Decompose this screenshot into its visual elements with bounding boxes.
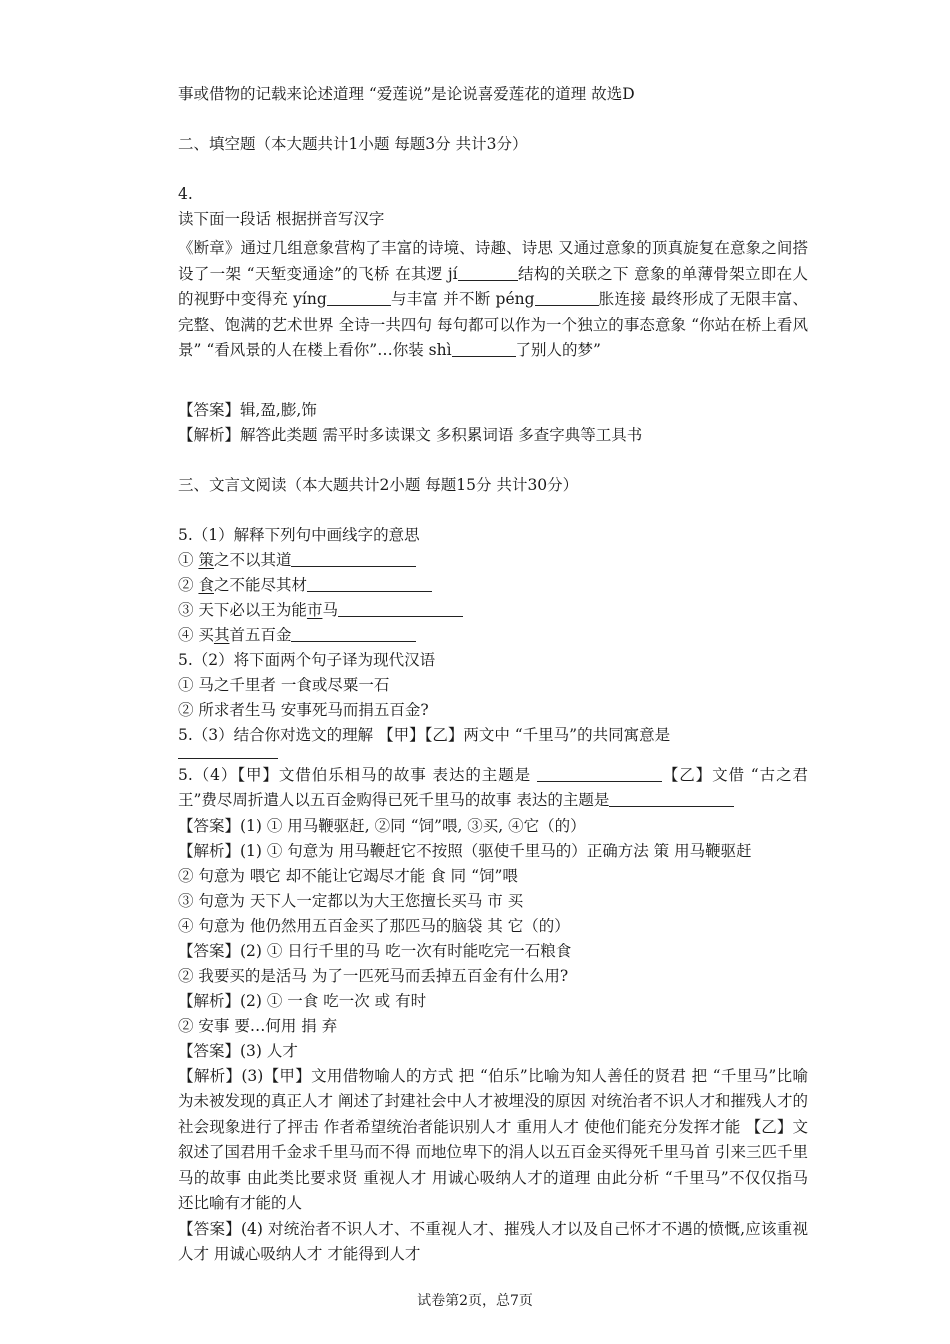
question-5-1-title: 5.（1）解释下列句中画线字的意思 xyxy=(178,525,420,544)
analysis-line: ④ 句意为 他仍然用五百金买了那匹马的脑袋 其 它（的） xyxy=(178,916,570,935)
section3-title: 三、文言文阅读（本大题共计2小题 每题15分 共计30分） xyxy=(178,475,579,494)
question-4-passage: 《断章》通过几组意象营构了丰富的诗境、诗趣、诗思 又通过意象的顶真旋复在意象之间搭设了一架 “天堑变通途”的飞桥 在其逻 jí 结构的关联之下 意象的单薄骨架立即在人的视野中变得充 yíng 与丰富 并不断 péng 胀连接 最终形成了无限丰富、完整、饱满的艺术世界 全诗一共四句 每句都可以作为一个独立的事态意象 “你站在桥上看风景” “看风景的人在楼上看你”…你装 shì 了别人的梦” xyxy=(178,239,808,359)
answer-blank[interactable] xyxy=(452,340,516,357)
intro-line: 事或借物的记载来论述道理 “爱莲说”是论说喜爱莲花的道理 故选D xyxy=(178,85,635,103)
question-5-4: 5.（4）【甲】文借伯乐相马的故事 表达的主题是 【乙】文借 “古之君王”费尽周折遣人以五百金购得已死千里马的故事 表达的主题是 xyxy=(178,765,808,809)
answer-line: 【答案】(3) 人才 xyxy=(178,1041,298,1060)
question-4-instruction: 读下面一段话 根据拼音写汉字 xyxy=(178,210,385,228)
question-5-1-item: ④ 买其首五百金 xyxy=(178,623,808,648)
answer-blank[interactable] xyxy=(338,600,463,617)
answer-blank[interactable] xyxy=(307,575,432,592)
answer-line: 【答案】(1) ① 用马鞭驱赶, ②同 “饲”喂, ③买, ④它（的） xyxy=(178,816,586,835)
question-4-number: 4. xyxy=(178,185,193,203)
section2-title: 二、填空题（本大题共计1小题 每题3分 共计3分） xyxy=(178,135,528,153)
answer-blank[interactable] xyxy=(458,264,518,281)
analysis-line: ② 安事 要…何用 捐 弃 xyxy=(178,1016,338,1035)
analysis-3: 【解析】(3)【甲】文用借物喻人的方式 把 “伯乐”比喻为知人善任的贤君 把 “千里马”比喻为未被发现的真正人才 阐述了封建社会中人才被埋没的原因 对统治者不识人才和摧残人才的社会现象进行了抨击 作者希望统治者能识别人才 重用人才 使他们能充分发挥才能 【乙】文 叙述了国君用千金求千里马而不得 而地位卑下的涓人以五百金买得死千里马首 引来三匹千里马的故事 由此类比要求贤 重视人才 用诚心吸纳人才的道理 由此分析 “千里马”不仅仅指马 还比喻有才能的人 xyxy=(178,1066,808,1212)
question-5-2-title: 5.（2）将下面两个句子译为现代汉语 xyxy=(178,650,436,669)
analysis-line: 【解析】(1) ① 句意为 用马鞭赶它不按照（驱使千里马的）正确方法 策 用马鞭驱赶 xyxy=(178,841,752,860)
answer-4-text: 【答案】(4) 对统治者不识人才、不重视人才、摧残人才以及自己怀才不遇的愤慨,应该重视人才 用诚心吸纳人才 才能得到人才 xyxy=(178,1219,808,1263)
analysis-line: ③ 句意为 天下人一定都以为大王您擅长买马 市 买 xyxy=(178,891,524,910)
question-5-1-item: ③ 天下必以王为能市马 xyxy=(178,598,808,623)
analysis-line: ② 句意为 喂它 却不能让它竭尽才能 食 同 “饲”喂 xyxy=(178,866,518,885)
answer-blank[interactable] xyxy=(537,765,662,782)
answer-line: ② 我要买的是活马 为了一匹死马而丢掉五百金有什么用? xyxy=(178,966,569,985)
answer-blank[interactable] xyxy=(178,758,278,759)
analysis-line: 【解析】(2) ① 一食 吃一次 或 有时 xyxy=(178,991,427,1010)
answer-blank[interactable] xyxy=(291,550,416,567)
page-content xyxy=(178,82,808,1268)
analysis-4: 【解析】解答此类题 需平时多读课文 多积累词语 多查字典等工具书 xyxy=(178,425,643,444)
page-footer: 试卷第2页，总7页 xyxy=(417,1293,533,1309)
answer-blank[interactable] xyxy=(535,289,599,306)
answer-blank[interactable] xyxy=(327,289,391,306)
question-5-1-item: ② 食之不能尽其材 xyxy=(178,573,808,598)
question-5-2-item: ① 马之千里者 一食或尽粟一石 xyxy=(178,675,390,694)
answer-line: 【答案】(2) ① 日行千里的马 吃一次有时能吃完一石粮食 xyxy=(178,941,572,960)
answer-blank[interactable] xyxy=(609,790,734,807)
answer-4: 【答案】辑,盈,膨,饰 xyxy=(178,400,317,419)
question-5-1-item: ① 策之不以其道 xyxy=(178,548,808,573)
question-5-3: 5.（3）结合你对选文的理解 【甲】【乙】两文中 “千里马”的共同寓意是 xyxy=(178,725,671,744)
question-5-2-item: ② 所求者生马 安事死马而捐五百金? xyxy=(178,700,429,719)
answer-blank[interactable] xyxy=(291,625,416,642)
